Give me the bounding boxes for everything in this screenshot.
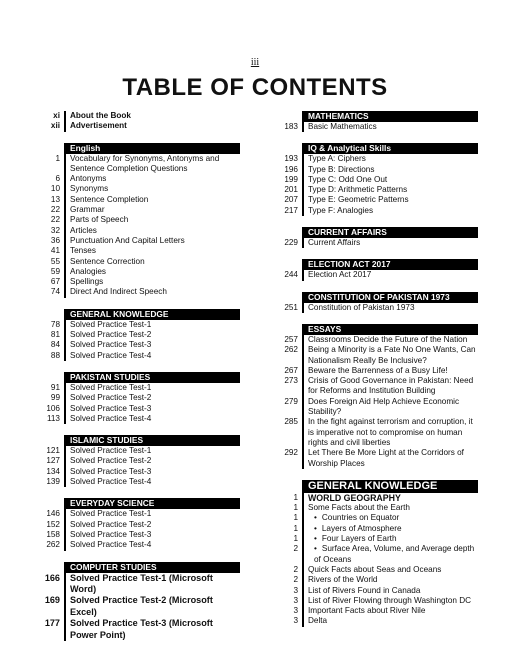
page-number: iii	[250, 57, 260, 68]
toc-entry	[268, 195, 478, 205]
toc-entry	[268, 376, 478, 397]
toc-entry	[30, 573, 240, 596]
toc-section-current-affairs	[268, 227, 478, 248]
toc-section-english	[30, 143, 240, 298]
entry-page-number: 81	[30, 330, 66, 340]
section-heading-label: GENERAL KNOWLEDGE	[66, 309, 240, 320]
toc-entry	[30, 226, 240, 236]
entry-title: Type B: Directions	[308, 164, 375, 174]
toc-entry	[30, 236, 240, 246]
entry-page-number: 1	[268, 524, 304, 534]
entry-title: Tenses	[70, 246, 96, 256]
section-heading-label: CURRENT AFFAIRS	[304, 227, 478, 238]
section-heading-label: CONSTITUTION OF PAKISTAN 1973	[304, 292, 478, 303]
toc-entry	[268, 270, 478, 280]
heading-gutter	[30, 498, 66, 509]
entry-title: Spellings	[70, 277, 104, 287]
entry-page-number: 106	[30, 404, 66, 414]
heading-gutter	[30, 562, 66, 573]
entry-page-number: 279	[268, 397, 304, 418]
entry-title: Solved Practice Test-3 (Microsoft Power Point)	[70, 618, 213, 640]
entry-title: Solved Practice Test-4	[70, 540, 152, 550]
entry-title: Solved Practice Test-2	[70, 456, 152, 466]
entry-page-number: 196	[268, 165, 304, 175]
entry-page-number: 113	[30, 414, 66, 424]
entry-title: Quick Facts about Seas and Oceans	[308, 564, 442, 574]
entry-title: Does Foreign Aid Help Achieve Economic Stability?	[308, 396, 460, 417]
heading-gutter	[268, 324, 304, 335]
entry-title: Basic Mathematics	[308, 122, 377, 131]
entry-title: List of Rivers Found in Canada	[308, 585, 421, 595]
entry-page-number: 3	[268, 606, 304, 616]
toc-entry	[30, 111, 240, 121]
entry-page-number: 121	[30, 446, 66, 456]
entry-page-number: 158	[30, 530, 66, 540]
entry-title: Analogies	[70, 266, 106, 276]
section-heading-label: COMPUTER STUDIES	[66, 562, 240, 573]
toc-section-islamic-studies	[30, 435, 240, 487]
toc-entry	[268, 575, 478, 585]
entry-page-number: 84	[30, 340, 66, 350]
toc-entry	[268, 165, 478, 175]
toc-entry	[268, 513, 478, 523]
entry-page-number: 13	[30, 195, 66, 205]
toc-section-iq-analytical-skills	[268, 143, 478, 216]
entry-title: Current Affairs	[308, 238, 361, 248]
toc-section-election-act-2017	[268, 259, 478, 280]
entry-page-number: 74	[30, 287, 66, 297]
toc-section-front-matter	[30, 111, 240, 132]
entry-page-number: 91	[30, 383, 66, 393]
entry-title: • Layers of Atmosphere	[304, 524, 478, 534]
entry-page-number: 193	[268, 154, 304, 164]
toc-entry	[268, 524, 478, 534]
toc-entry	[30, 393, 240, 403]
entry-title: Sentence Completion	[70, 194, 149, 204]
entry-title: Solved Practice Test-2 (Microsoft Excel)	[70, 595, 213, 617]
section-heading	[30, 143, 240, 154]
entry-title: In the fight against terrorism and corruption, it is imperative not to compromise on human rights and civil liberties	[308, 417, 473, 447]
toc-entry	[30, 195, 240, 205]
section-heading-label: GENERAL KNOWLEDGE	[304, 480, 478, 493]
entry-title: Solved Practice Test-1	[70, 509, 152, 519]
entry-page-number: 207	[268, 195, 304, 205]
entry-title: Let There Be More Light at the Corridors of Worship Places	[308, 448, 464, 468]
toc-entry	[30, 414, 240, 424]
entry-page-number: 32	[30, 226, 66, 236]
entry-title: Solved Practice Test-1	[70, 446, 152, 456]
toc-entry	[268, 586, 478, 596]
entry-title: Solved Practice Test-1 (Microsoft Word)	[70, 572, 213, 594]
entry-title: • Four Layers of Earth	[304, 534, 478, 544]
entry-page-number: 244	[268, 270, 304, 280]
toc-entry	[268, 345, 478, 366]
entry-title: Type D: Arithmetic Patterns	[308, 185, 408, 195]
entry-page-number: 217	[268, 206, 304, 216]
toc-entry	[268, 206, 478, 216]
toc-entry	[30, 277, 240, 287]
toc-entry	[268, 154, 478, 164]
toc-entry	[30, 215, 240, 225]
entry-page-number: 3	[268, 586, 304, 596]
entry-page-number: 1	[268, 503, 304, 513]
entry-page-number: 199	[268, 175, 304, 185]
section-heading	[30, 372, 240, 383]
entry-title: List of River Flowing through Washington DC	[308, 595, 472, 605]
entry-page-number: 267	[268, 366, 304, 376]
section-heading-label: PAKISTAN STUDIES	[66, 372, 240, 383]
section-heading-label: ELECTION ACT 2017	[304, 259, 478, 270]
entry-title: Constitution of Pakistan 1973	[308, 302, 415, 312]
entry-title: Being a Minority is a Fate No One Wants, Can Nationalism Really Be Inclusive?	[308, 345, 476, 365]
toc-entry	[268, 122, 478, 132]
entry-title: Direct And Indirect Speech	[70, 287, 167, 297]
entry-title: Solved Practice Test-3	[70, 403, 152, 413]
entry-page-number: 127	[30, 456, 66, 466]
section-heading	[268, 480, 478, 493]
entry-title: Solved Practice Test-2	[70, 393, 152, 403]
entry-page-number: 2	[268, 565, 304, 575]
entry-title: Solved Practice Test-1	[70, 382, 152, 392]
toc-entry	[30, 267, 240, 277]
entry-title: Solved Practice Test-4	[70, 477, 152, 487]
heading-gutter	[30, 435, 66, 446]
toc-section-constitution-of-pakistan-1973	[268, 292, 478, 313]
entry-page-number: 273	[268, 376, 304, 397]
toc-entry	[268, 565, 478, 575]
toc-entry	[268, 366, 478, 376]
entry-page-number: 146	[30, 509, 66, 519]
heading-gutter	[268, 227, 304, 238]
entry-title: Sentence Correction	[70, 256, 145, 266]
entry-page-number: 88	[30, 351, 66, 361]
entry-page-number: 41	[30, 246, 66, 256]
entry-page-number: 262	[30, 540, 66, 550]
entry-title: Grammar	[70, 205, 105, 215]
entry-title: • Countries on Equator	[304, 513, 478, 523]
entry-page-number: 257	[268, 335, 304, 345]
toc-entry	[268, 534, 478, 544]
toc-section-everyday-science	[30, 498, 240, 550]
toc-entry	[268, 335, 478, 345]
heading-gutter	[30, 372, 66, 383]
toc-entry	[30, 257, 240, 267]
toc-entry	[30, 509, 240, 519]
toc-entry	[268, 503, 478, 513]
toc-entry	[30, 530, 240, 540]
entry-page-number: 1	[268, 513, 304, 523]
section-heading	[30, 435, 240, 446]
entry-page-number: 3	[268, 596, 304, 606]
toc-entry	[30, 540, 240, 550]
entry-page-number: 3	[268, 616, 304, 626]
toc-entry	[268, 544, 478, 565]
section-heading	[30, 562, 240, 573]
entry-title: Type F: Analogies	[308, 205, 374, 215]
entry-title: Type E: Geometric Patterns	[308, 195, 409, 205]
entry-page-number: xii	[30, 121, 66, 131]
toc-right-column	[268, 111, 478, 638]
entry-page-number: 152	[30, 520, 66, 530]
entry-title: Delta	[308, 616, 328, 626]
section-heading	[268, 111, 478, 122]
section-heading-label: ESSAYS	[304, 324, 478, 335]
toc-section-pakistan-studies	[30, 372, 240, 424]
entry-title: Solved Practice Test-4	[70, 413, 152, 423]
entry-title: Type A: Ciphers	[308, 154, 366, 164]
entry-title: Advertisement	[70, 121, 127, 131]
entry-title: • Surface Area, Volume, and Average depth of Oceans	[304, 544, 478, 565]
toc-entry	[30, 287, 240, 297]
entry-title: Crisis of Good Governance in Pakistan: Need for Reforms and Institution Building	[308, 376, 474, 396]
entry-title: Solved Practice Test-3	[70, 529, 152, 539]
entry-title: Punctuation And Capital Letters	[70, 235, 185, 245]
section-heading-label: MATHEMATICS	[304, 111, 478, 122]
toc-entry	[268, 397, 478, 418]
heading-gutter	[268, 480, 304, 493]
toc-entry	[30, 520, 240, 530]
entry-title: Election Act 2017	[308, 270, 372, 280]
entry-page-number: 1	[268, 493, 304, 503]
entry-page-number: 10	[30, 184, 66, 194]
page-title: TABLE OF CONTENTS	[122, 74, 388, 101]
entry-title: Solved Practice Test-2	[70, 519, 152, 529]
section-heading	[268, 143, 478, 154]
heading-gutter	[268, 111, 304, 122]
section-heading	[268, 292, 478, 303]
entry-page-number: 2	[268, 575, 304, 585]
toc-entry	[268, 185, 478, 195]
entry-title: Important Facts about River Nile	[308, 606, 426, 616]
heading-gutter	[30, 143, 66, 154]
toc-entry	[268, 493, 478, 503]
entry-title: Beware the Barrenness of a Busy Life!	[308, 365, 448, 375]
entry-title: Rivers of the World	[308, 575, 378, 585]
toc-entry	[30, 154, 240, 175]
toc-entry	[30, 205, 240, 215]
entry-page-number: 251	[268, 303, 304, 313]
entry-title: WORLD GEOGRAPHY	[308, 492, 401, 503]
entry-page-number: 134	[30, 467, 66, 477]
entry-page-number: 55	[30, 257, 66, 267]
section-heading	[30, 498, 240, 509]
entry-page-number: 169	[30, 595, 66, 618]
entry-page-number: 1	[268, 534, 304, 544]
section-heading	[30, 309, 240, 320]
section-heading	[268, 227, 478, 238]
section-heading	[268, 259, 478, 270]
entry-page-number: 36	[30, 236, 66, 246]
heading-gutter	[30, 309, 66, 320]
entry-page-number: 262	[268, 345, 304, 366]
entry-page-number: 183	[268, 122, 304, 132]
toc-section-mathematics	[268, 111, 478, 132]
section-heading-label: ISLAMIC STUDIES	[66, 435, 240, 446]
toc-left-column	[30, 111, 240, 652]
section-heading-label: English	[66, 143, 240, 154]
entry-page-number: 201	[268, 185, 304, 195]
entry-title: Vocabulary for Synonyms, Antonyms and Sentence Completion Questions	[70, 153, 220, 173]
toc-section-computer-studies	[30, 562, 240, 641]
entry-title: Some Facts about the Earth	[308, 503, 410, 513]
toc-entry	[268, 606, 478, 616]
entry-page-number: 22	[30, 205, 66, 215]
toc-entry	[30, 351, 240, 361]
section-heading-label: EVERYDAY SCIENCE	[66, 498, 240, 509]
toc-entry	[30, 246, 240, 256]
toc-entry	[30, 477, 240, 487]
entry-title: About the Book	[70, 111, 131, 120]
toc-entry	[30, 340, 240, 350]
entry-page-number: 59	[30, 267, 66, 277]
entry-page-number: 139	[30, 477, 66, 487]
entry-page-number: 67	[30, 277, 66, 287]
entry-title: Solved Practice Test-3	[70, 340, 152, 350]
entry-title: Articles	[70, 225, 97, 235]
toc-entry	[30, 467, 240, 477]
entry-title: Solved Practice Test-4	[70, 350, 152, 360]
entry-page-number: 292	[268, 448, 304, 469]
heading-gutter	[268, 259, 304, 270]
entry-title: Classrooms Decide the Future of the Nation	[308, 334, 468, 344]
toc-entry	[268, 303, 478, 313]
entry-title: Type C: Odd One Out	[308, 174, 388, 184]
toc-section-essays	[268, 324, 478, 469]
entry-page-number: 78	[30, 320, 66, 330]
toc-entry	[30, 330, 240, 340]
heading-gutter	[268, 292, 304, 303]
toc-entry	[30, 174, 240, 184]
entry-page-number: 2	[268, 544, 304, 565]
entry-page-number: 166	[30, 573, 66, 596]
entry-title: Parts of Speech	[70, 215, 129, 225]
toc-entry	[30, 456, 240, 466]
entry-page-number: 229	[268, 238, 304, 248]
toc-entry	[30, 320, 240, 330]
toc-section-general-knowledge	[268, 480, 478, 627]
toc-entry	[268, 448, 478, 469]
entry-title: Synonyms	[70, 184, 109, 194]
toc-entry	[30, 595, 240, 618]
toc-entry	[30, 404, 240, 414]
toc-section-general-knowledge	[30, 309, 240, 361]
toc-entry	[268, 616, 478, 626]
entry-page-number: 22	[30, 215, 66, 225]
toc-entry	[268, 175, 478, 185]
toc-entry	[268, 596, 478, 606]
entry-page-number: 6	[30, 174, 66, 184]
entry-title: Solved Practice Test-1	[70, 319, 152, 329]
section-heading	[268, 324, 478, 335]
toc-entry	[30, 383, 240, 393]
entry-title: Solved Practice Test-2	[70, 330, 152, 340]
toc-entry	[30, 184, 240, 194]
entry-page-number: 285	[268, 417, 304, 448]
toc-entry	[30, 446, 240, 456]
toc-entry	[30, 618, 240, 641]
toc-entry	[268, 417, 478, 448]
entry-page-number: 1	[30, 154, 66, 175]
entry-page-number: xi	[30, 111, 66, 121]
entry-page-number: 177	[30, 618, 66, 641]
heading-gutter	[268, 143, 304, 154]
toc-entry	[30, 121, 240, 131]
entry-page-number: 99	[30, 393, 66, 403]
section-heading-label: IQ & Analytical Skills	[304, 143, 478, 154]
toc-entry	[268, 238, 478, 248]
entry-title: Solved Practice Test-3	[70, 466, 152, 476]
entry-title: Antonyms	[70, 174, 107, 184]
